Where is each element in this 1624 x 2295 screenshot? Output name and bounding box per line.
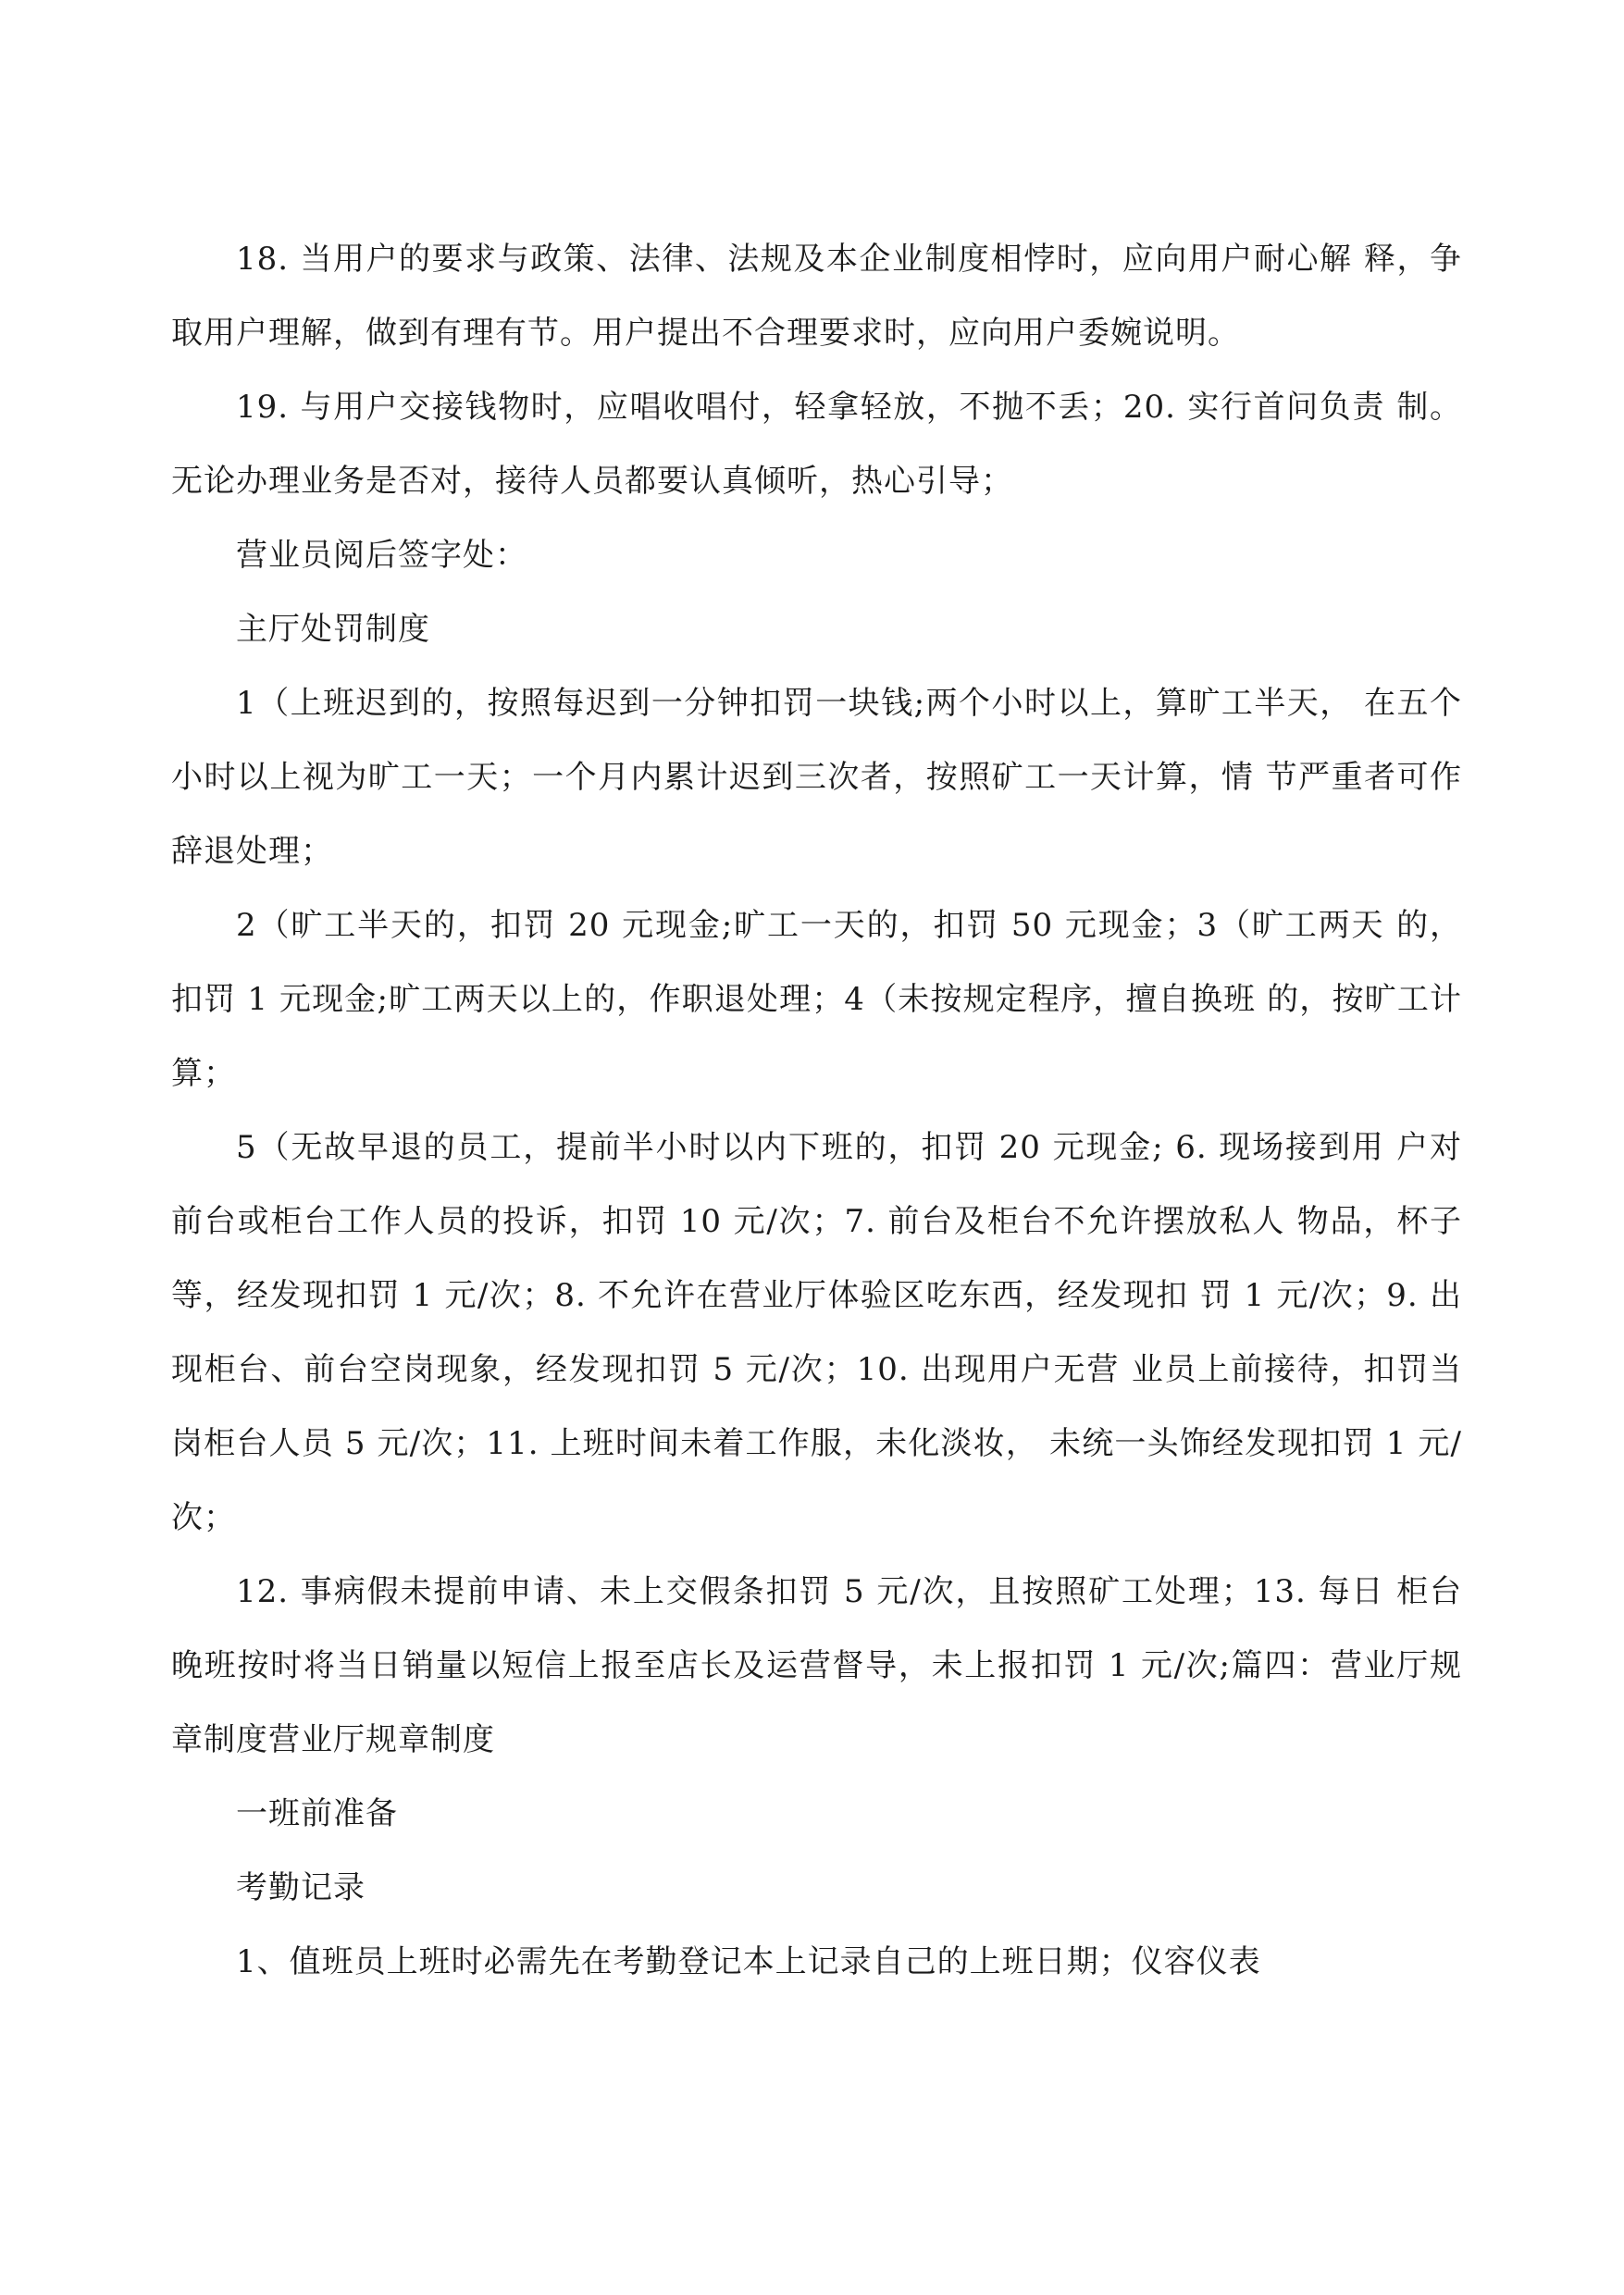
paragraph-rule-19-20: 19. 与用户交接钱物时，应唱收唱付，轻拿轻放，不抛不丢；20. 实行首问负责 制。无论办理业务是否对，接待人员都要认真倾听，热心引导； (171, 389, 1462, 500)
section-title-pre-shift: 一班前准备 (236, 1795, 398, 1832)
section-title-penalty-system: 主厅处罚制度 (236, 611, 430, 648)
paragraph-penalty-5-11: 5（无故早退的员工，提前半小时以内下班的，扣罚 20 元现金; 6. 现场接到用 户对前台或柜台工作人员的投诉，扣罚 10 元/次；7. 前台及柜台不允许摆放私人 物品，杯子等，经发现扣罚 1 元/次；8. 不允许在营业厅体验区吃东西，经发现扣 罚 1 元/次；9. 出现柜台、前台空岗现象，经发现扣罚 5 元/次；10. 出现用户无营 业员上前接待，扣罚当岗柜台人员 5 元/次；11. 上班时间未着工作服，未化淡妆， 未统一头饰经发现扣罚 1 元/次； (171, 1129, 1462, 1536)
paragraph-penalty-2-4: 2（旷工半天的，扣罚 20 元现金;旷工一天的，扣罚 50 元现金；3（旷工两天 的，扣罚 1 元现金;旷工两天以上的，作职退处理；4（未按规定程序，擅自换班 的，按旷工计算； (171, 907, 1462, 1092)
paragraph-rule-18: 18. 当用户的要求与政策、法律、法规及本企业制度相悖时，应向用户耐心解 释，争取用户理解，做到有理有节。用户提出不合理要求时，应向用户委婉说明。 (171, 241, 1462, 352)
paragraph-penalty-12-13: 12. 事病假未提前申请、未上交假条扣罚 5 元/次，且按照矿工处理；13. 每日 柜台晚班按时将当日销量以短信上报至店长及运营督导，未上报扣罚 1 元/次;篇四：营业厅规章制度营业厅规章制度 (171, 1573, 1462, 1758)
section-title-attendance: 考勤记录 (236, 1869, 366, 1906)
signature-line-label: 营业员阅后签字处： (236, 537, 527, 574)
document-body (171, 222, 1462, 1999)
paragraph-penalty-1: 1（上班迟到的，按照每迟到一分钟扣罚一块钱;两个小时以上，算旷工半天， 在五个小时以上视为旷工一天；一个月内累计迟到三次者，按照矿工一天计算，情 节严重者可作辞退处理； (171, 685, 1462, 870)
paragraph-attendance-1: 1、值班员上班时必需先在考勤登记本上记录自己的上班日期；仪容仪表 (236, 1943, 1261, 1980)
